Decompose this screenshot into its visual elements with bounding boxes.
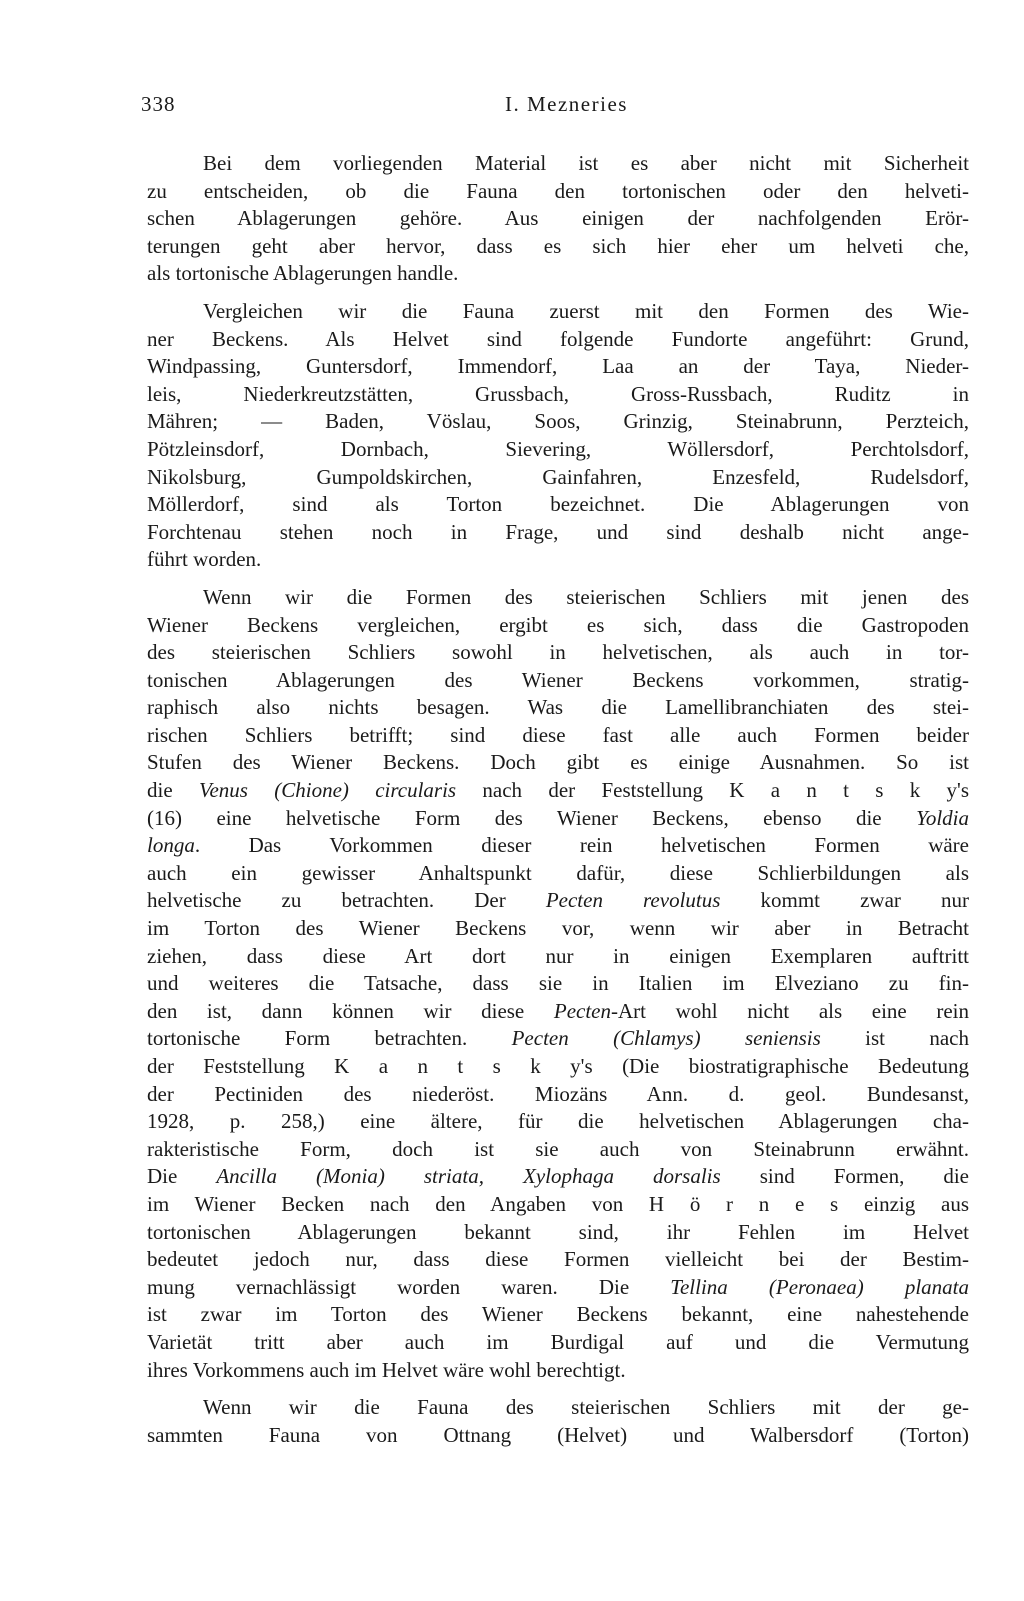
text-line: [147, 1246, 969, 1274]
text-line: [147, 464, 969, 492]
text-run: -Art wohl nicht als eine rein: [611, 998, 969, 1023]
text-run: tonischen Ablagerungen des Wiener Beckens vorkommen, stratig-: [147, 667, 969, 692]
text-line: [147, 1053, 969, 1081]
text-run: ist nach: [820, 1026, 969, 1051]
paragraph: [147, 584, 969, 1384]
text-line: [147, 1394, 969, 1422]
text-line: [147, 1301, 969, 1329]
text-line: [147, 1081, 969, 1109]
text-run: Stufen des Wiener Beckens. Doch gibt es einige Ausnahmen. So ist: [147, 750, 969, 775]
text-line: [147, 722, 969, 750]
text-line: [147, 233, 969, 261]
text-line: [147, 1329, 969, 1357]
text-run: Varietät tritt aber auch im Burdigal auf und die Vermutung: [147, 1329, 969, 1354]
text-line: [147, 381, 969, 409]
text-line: [147, 749, 969, 777]
text-line: [147, 1357, 969, 1385]
italic-taxon-name: Venus (Chione) circularis: [198, 778, 457, 803]
text-run: 1928, p. 258,) eine ältere, für die helvetischen Ablagerungen cha-: [147, 1109, 969, 1134]
text-line: [147, 998, 969, 1026]
text-run: (16) eine helvetische Form des Wiener Beckens, ebenso die: [147, 805, 917, 830]
text-line: [147, 1136, 969, 1164]
text-line: [147, 408, 969, 436]
text-line: [147, 1025, 969, 1053]
text-line: [147, 546, 969, 574]
text-run: tortonische Form betrachten.: [147, 1026, 512, 1051]
text-run: zu entscheiden, ob die Fauna den tortonischen oder den helveti-: [147, 178, 969, 203]
text-run: Vergleichen wir die Fauna zuerst mit den Formen des Wie-: [203, 298, 969, 323]
italic-taxon-name: longa: [147, 833, 195, 858]
text-line: [147, 298, 969, 326]
running-head: [141, 88, 967, 120]
text-line: [147, 1422, 969, 1450]
text-line: [147, 970, 969, 998]
text-run: terungen geht aber hervor, dass es sich hier eher um helveti che,: [147, 233, 969, 258]
italic-taxon-name: Pecten (Chlamys) seniensis: [511, 1026, 821, 1051]
paragraph: [147, 298, 969, 574]
italic-taxon-name: Pecten: [553, 998, 611, 1023]
text-run: die: [147, 778, 199, 803]
body-text: [147, 150, 969, 1449]
text-run: Wenn wir die Formen des steierischen Schliers mit jenen des: [203, 584, 969, 609]
text-run: Mähren; — Baden, Vöslau, Soos, Grinzig, Steinabrunn, Perzteich,: [147, 409, 969, 434]
page-number: 338: [141, 92, 176, 116]
text-run: führt worden.: [147, 547, 262, 572]
text-run: sammten Fauna von Ottnang (Helvet) und Walbersdorf (Torton): [147, 1422, 969, 1447]
italic-taxon-name: Ancilla (Monia) striata, Xylophaga dorsalis: [216, 1164, 721, 1189]
text-line: [147, 777, 969, 805]
text-line: [147, 436, 969, 464]
text-run: raphisch also nichts besagen. Was die Lamellibranchiaten des stei-: [147, 695, 969, 720]
text-line: [147, 1219, 969, 1247]
text-run: helvetische zu betrachten. Der: [147, 888, 546, 913]
text-line: [147, 205, 969, 233]
text-line: [147, 887, 969, 915]
text-run: Die: [147, 1164, 217, 1189]
text-line: [147, 1274, 969, 1302]
text-line: [147, 260, 969, 288]
text-line: [147, 805, 969, 833]
text-run: rischen Schliers betrifft; sind diese fast alle auch Formen beider: [147, 722, 969, 747]
text-run: ziehen, dass diese Art dort nur in einigen Exemplaren auftritt: [147, 943, 969, 968]
text-run: nach der Feststellung K a n t s k y's: [456, 778, 969, 803]
text-run: Windpassing, Guntersdorf, Immendorf, Laa an der Taya, Nieder-: [147, 354, 969, 379]
text-run: der Pectiniden des niederöst. Miozäns Ann. d. geol. Bundesanst,: [147, 1081, 969, 1106]
text-run: schen Ablagerungen gehöre. Aus einigen der nachfolgenden Erör-: [147, 206, 969, 231]
text-run: des steierischen Schliers sowohl in helvetischen, als auch in tor-: [147, 640, 969, 665]
text-line: [147, 943, 969, 971]
text-line: [147, 915, 969, 943]
italic-taxon-name: Tellina (Peronaea) planata: [670, 1274, 969, 1299]
running-head-author: I. Mezneries: [505, 92, 628, 116]
text-run: Nikolsburg, Gumpoldskirchen, Gainfahren, Enzesfeld, Rudelsdorf,: [147, 464, 969, 489]
text-line: [147, 326, 969, 354]
text-run: mung vernachlässigt worden waren. Die: [147, 1274, 671, 1299]
text-line: [147, 1108, 969, 1136]
text-line: [147, 150, 969, 178]
text-line: [147, 178, 969, 206]
text-line: [147, 639, 969, 667]
text-run: rakteristische Form, doch ist sie auch von Steinabrunn erwähnt.: [147, 1136, 969, 1161]
text-line: [147, 612, 969, 640]
text-run: Möllerdorf, sind als Torton bezeichnet. Die Ablagerungen von: [147, 492, 969, 517]
text-line: [147, 491, 969, 519]
italic-taxon-name: Yoldia: [916, 805, 969, 830]
italic-taxon-name: Pecten revolutus: [545, 888, 721, 913]
text-line: [147, 860, 969, 888]
text-run: tortonischen Ablagerungen bekannt sind, ihr Fehlen im Helvet: [147, 1219, 969, 1244]
text-run: Wiener Beckens vergleichen, ergibt es sich, dass die Gastropoden: [147, 612, 969, 637]
text-line: [147, 667, 969, 695]
text-run: ist zwar im Torton des Wiener Beckens bekannt, eine nahestehende: [147, 1302, 969, 1327]
text-run: kommt zwar nur: [720, 888, 969, 913]
text-line: [147, 1191, 969, 1219]
text-line: [147, 694, 969, 722]
text-run: im Torton des Wiener Beckens vor, wenn wir aber in Betracht: [147, 916, 969, 941]
text-run: leis, Niederkreutzstätten, Grussbach, Gross-Russbach, Ruditz in: [147, 381, 969, 406]
text-run: Forchtenau stehen noch in Frage, und sind deshalb nicht ange-: [147, 519, 969, 544]
text-run: auch ein gewisser Anhaltspunkt dafür, diese Schlierbildungen als: [147, 860, 969, 885]
text-run: der Feststellung K a n t s k y's (Die biostratigraphische Bedeutung: [147, 1054, 969, 1078]
text-run: ihres Vorkommens auch im Helvet wäre wohl berechtigt.: [147, 1357, 626, 1382]
text-line: [147, 519, 969, 547]
text-line: [147, 1163, 969, 1191]
paragraph: [147, 1394, 969, 1449]
text-run: den ist, dann können wir diese: [147, 998, 554, 1023]
paragraph: [147, 150, 969, 288]
text-run: Bei dem vorliegenden Material ist es aber nicht mit Sicherheit: [203, 151, 969, 175]
text-run: als tortonische Ablagerungen handle.: [147, 261, 459, 286]
text-run: . Das Vorkommen dieser rein helvetischen Formen wäre: [194, 833, 969, 858]
text-line: [147, 832, 969, 860]
text-line: [147, 353, 969, 381]
text-line: [147, 584, 969, 612]
text-run: Wenn wir die Fauna des steierischen Schliers mit der ge-: [203, 1395, 969, 1420]
text-run: ner Beckens. Als Helvet sind folgende Fundorte angeführt: Grund,: [147, 326, 969, 351]
text-run: bedeutet jedoch nur, dass diese Formen vielleicht bei der Bestim-: [147, 1247, 969, 1272]
text-run: und weiteres die Tatsache, dass sie in Italien im Elveziano zu fin-: [147, 971, 969, 996]
text-run: Pötzleinsdorf, Dornbach, Sievering, Wöllersdorf, Perchtolsdorf,: [147, 436, 969, 461]
text-run: sind Formen, die: [720, 1164, 969, 1189]
text-run: im Wiener Becken nach den Angaben von H ö r n e s einzig aus: [147, 1191, 969, 1216]
